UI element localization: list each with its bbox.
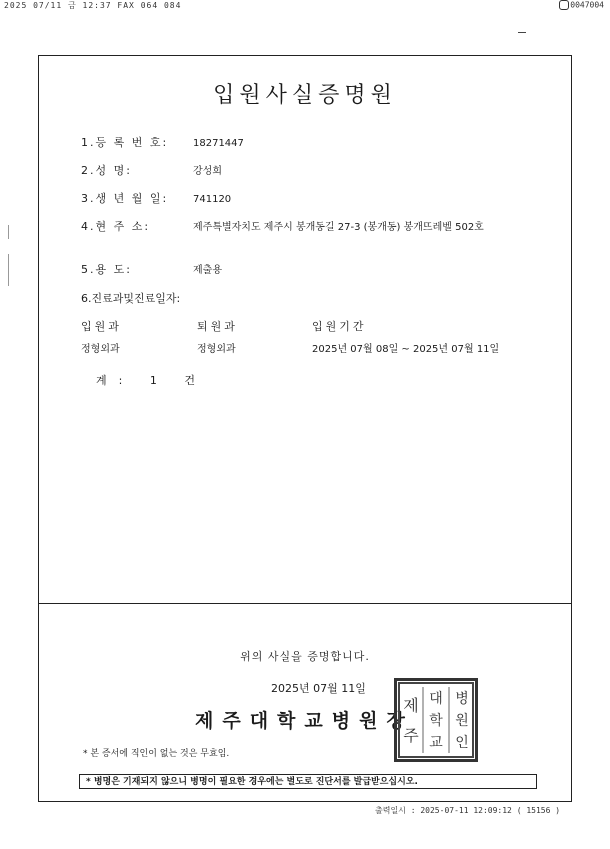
seal-graphic bbox=[397, 681, 475, 759]
table-cell-admission-period: 2025년 07월 08일 ~ 2025년 07월 11일 bbox=[312, 344, 500, 355]
scan-edge-line bbox=[8, 254, 9, 286]
fax-page-number bbox=[559, 0, 604, 10]
fax-mark-icon bbox=[559, 0, 569, 10]
field-label: 4.현 주 소: bbox=[81, 220, 151, 233]
svg-text:교: 교 bbox=[429, 735, 443, 751]
svg-text:제: 제 bbox=[403, 696, 419, 715]
hospital-name: 제주대학교병원장 bbox=[195, 710, 414, 732]
field-value: 강성희 bbox=[193, 166, 222, 177]
validity-note: * 본 증서에 직인이 없는 것은 무효임. bbox=[83, 749, 230, 759]
svg-text:원: 원 bbox=[455, 713, 469, 729]
document-title: 입원사실증명원 bbox=[213, 83, 397, 108]
table-header-admission-dept: 입원과 bbox=[81, 320, 122, 333]
field-label: 3.생 년 월 일: bbox=[81, 192, 169, 205]
field-birth-date bbox=[81, 190, 231, 206]
diagnosis-note: * 병명은 기재되지 않으니 병명이 필요한 경우에는 별도로 진단서를 발급받으십시오. bbox=[79, 774, 537, 789]
table-header-admission-period: 입원기간 bbox=[312, 320, 367, 333]
table-cell-discharge-dept: 정형외과 bbox=[197, 344, 236, 355]
scan-mark bbox=[518, 32, 526, 33]
fax-header: 2025 07/11 금 12:37 FAX 064 084 bbox=[4, 1, 182, 10]
field-label: 1.등 록 번 호: bbox=[81, 136, 169, 149]
fax-page-label: 0047004 bbox=[570, 0, 604, 10]
field-purpose bbox=[81, 261, 222, 277]
field-value: 제주특별자치도 제주시 봉개동길 27-3 (봉개동) 봉개뜨레벨 502호 bbox=[193, 222, 484, 233]
issue-date: 2025년 07월 11일 bbox=[271, 682, 366, 695]
svg-text:병: 병 bbox=[455, 691, 469, 707]
field-registration-number bbox=[81, 134, 244, 150]
confirmation-text: 위의 사실을 증명합니다. bbox=[240, 650, 370, 663]
svg-text:대: 대 bbox=[429, 691, 443, 707]
field-value: 741120 bbox=[193, 194, 232, 205]
svg-text:인: 인 bbox=[455, 735, 469, 751]
printed-timestamp: 출력일시 : 2025-07-11 12:09:12 ( 15156 ) bbox=[375, 806, 561, 815]
official-seal-icon bbox=[394, 678, 478, 762]
field-value: 18271447 bbox=[193, 138, 244, 149]
field-value: 제출용 bbox=[193, 265, 222, 276]
field-label: 5.용 도: bbox=[81, 263, 132, 276]
svg-text:주: 주 bbox=[403, 726, 419, 745]
scan-edge-line bbox=[8, 225, 9, 239]
certificate-frame bbox=[38, 55, 572, 802]
svg-text:학: 학 bbox=[429, 713, 443, 729]
field-label: 2.성 명: bbox=[81, 164, 132, 177]
table-cell-admission-dept: 정형외과 bbox=[81, 344, 120, 355]
section-divider bbox=[39, 603, 571, 604]
treatment-heading-label: 6.진료과및진료일자: bbox=[81, 292, 181, 305]
field-name bbox=[81, 162, 222, 178]
field-address bbox=[81, 218, 484, 234]
treatment-heading bbox=[81, 290, 180, 306]
total-count: 계: 1 건 bbox=[96, 374, 207, 387]
table-header-discharge-dept: 퇴원과 bbox=[197, 320, 238, 333]
